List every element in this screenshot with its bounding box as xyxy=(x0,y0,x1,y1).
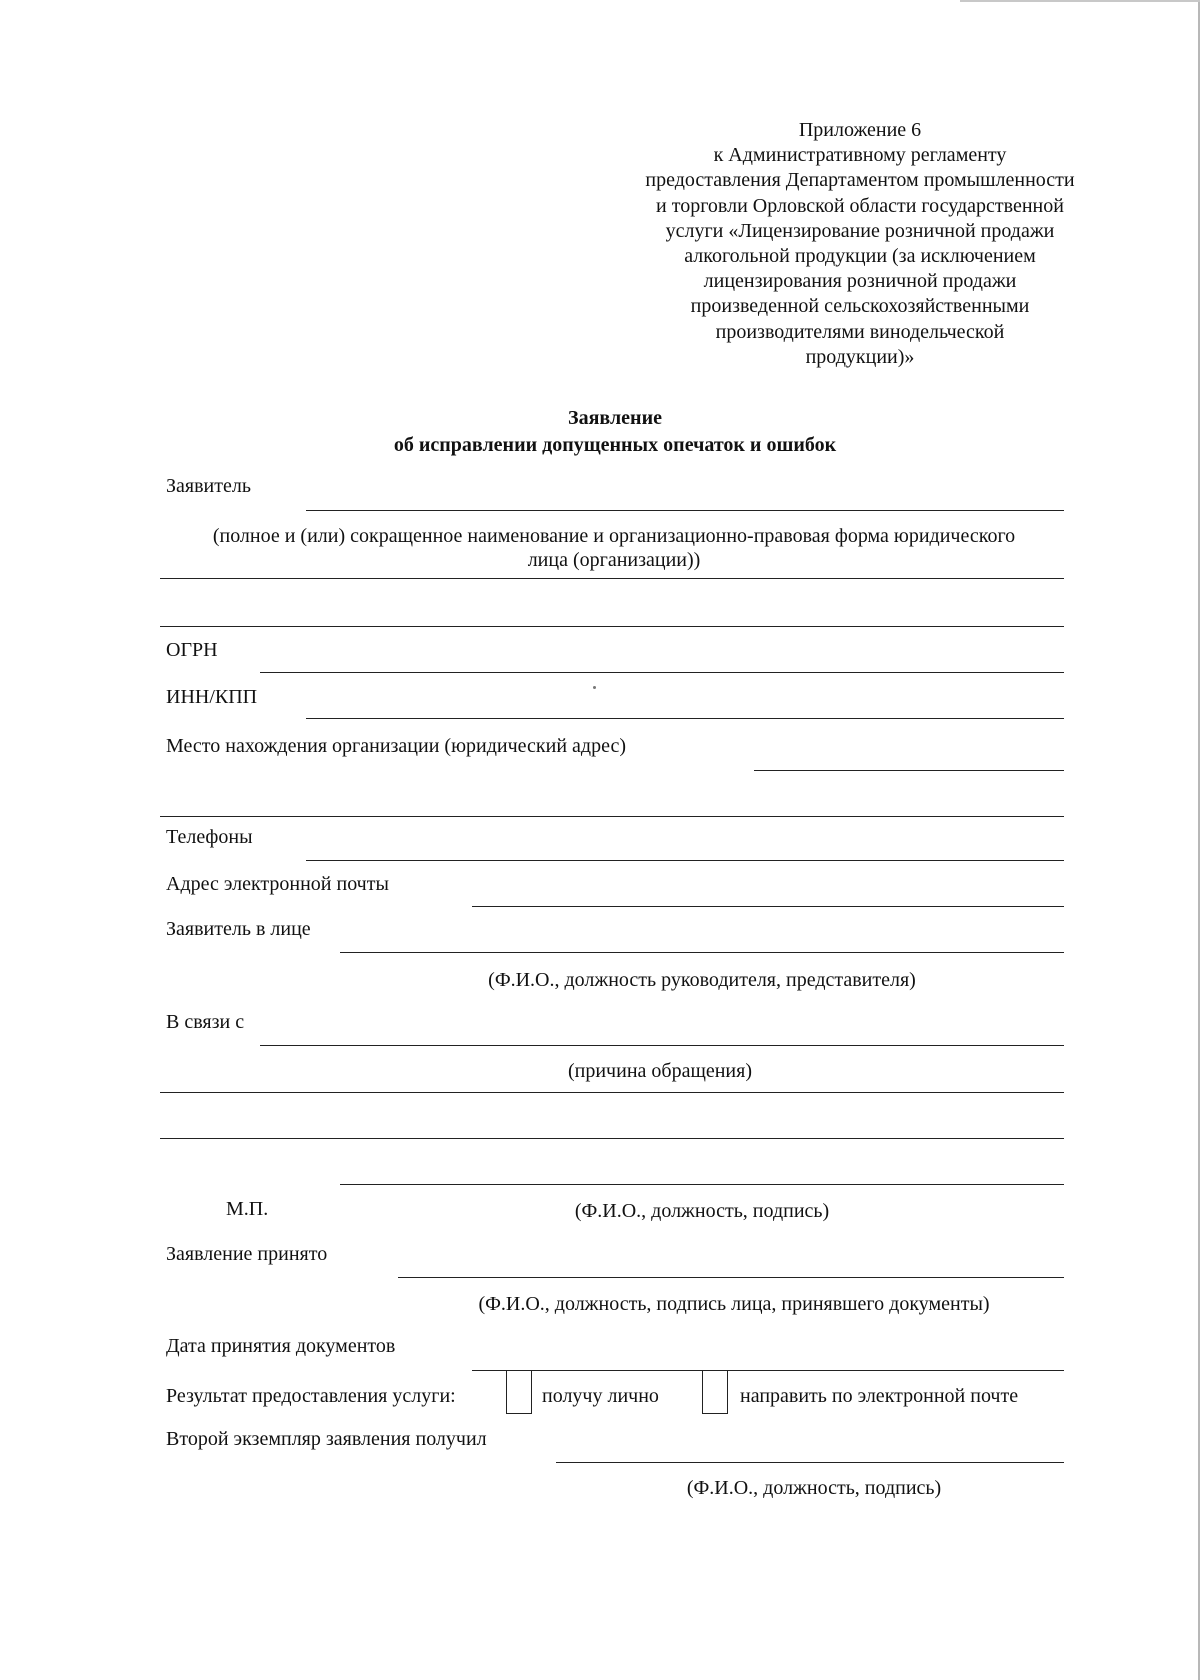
scan-speck xyxy=(593,686,596,689)
email-delivery-option-label: направить по электронной почте xyxy=(740,1385,1019,1407)
signature-caption: (Ф.И.О., должность, подпись) xyxy=(574,1200,830,1222)
appendix-line: произведенной сельскохозяйственными xyxy=(690,295,1030,318)
phones-label: Телефоны xyxy=(166,826,253,848)
applicant-caption-line2: лица (организации)) xyxy=(527,549,701,571)
appendix-line: лицензирования розничной продажи xyxy=(703,270,1017,293)
reason-field-line-3[interactable] xyxy=(160,1138,1064,1139)
applicant-field-line-2[interactable] xyxy=(160,578,1064,579)
applicant-field-line-3[interactable] xyxy=(160,626,1064,627)
represented-by-label: Заявитель в лице xyxy=(166,918,311,940)
ogrn-label: ОГРН xyxy=(166,639,218,661)
address-label: Место нахождения организации (юридический адрес) xyxy=(166,735,626,757)
inn-kpp-label: ИНН/КПП xyxy=(166,686,258,708)
in-person-checkbox[interactable] xyxy=(506,1370,532,1414)
second-copy-caption: (Ф.И.О., должность, подпись) xyxy=(686,1477,942,1499)
result-label: Результат предоставления услуги: xyxy=(166,1385,456,1407)
stamp-label: М.П. xyxy=(226,1198,269,1220)
document-title: Заявление xyxy=(568,407,662,429)
appendix-line: алкогольной продукции (за исключением xyxy=(684,245,1036,268)
applicant-field-line[interactable] xyxy=(306,510,1064,511)
second-copy-label: Второй экземпляр заявления получил xyxy=(166,1428,487,1450)
appendix-line: производителями винодельческой xyxy=(715,320,1005,343)
email-label: Адрес электронной почты xyxy=(166,873,389,895)
document-subtitle: об исправлении допущенных опечаток и ошибок xyxy=(393,434,837,456)
reason-field-line-2[interactable] xyxy=(160,1092,1064,1093)
reason-field-line[interactable] xyxy=(260,1045,1064,1046)
appendix-line: и торговли Орловской области государственной xyxy=(656,194,1064,217)
applicant-label: Заявитель xyxy=(166,475,251,497)
phones-field-line[interactable] xyxy=(306,860,1064,861)
appendix-line: услуги «Лицензирование розничной продажи xyxy=(665,219,1055,242)
accepted-field-line[interactable] xyxy=(398,1277,1064,1278)
scan-top-edge xyxy=(960,0,1200,2)
ogrn-field-line[interactable] xyxy=(260,672,1064,673)
address-field-line-2[interactable] xyxy=(160,816,1064,817)
appendix-header xyxy=(620,118,1100,370)
represented-by-field-line[interactable] xyxy=(340,952,1064,953)
reason-label: В связи с xyxy=(166,1011,245,1033)
accepted-caption: (Ф.И.О., должность, подпись лица, принявшего документы) xyxy=(478,1293,990,1315)
signature-field-line[interactable] xyxy=(340,1184,1064,1185)
email-delivery-checkbox[interactable] xyxy=(702,1370,728,1414)
inn-kpp-field-line[interactable] xyxy=(306,718,1064,719)
acceptance-date-label: Дата принятия документов xyxy=(166,1335,396,1357)
email-field-line[interactable] xyxy=(472,906,1064,907)
appendix-line: предоставления Департаментом промышленности xyxy=(645,169,1075,192)
appendix-line: Приложение 6 xyxy=(798,119,922,141)
appendix-line: к Административному регламенту xyxy=(713,144,1007,167)
second-copy-field-line[interactable] xyxy=(556,1462,1064,1463)
reason-caption: (причина обращения) xyxy=(567,1060,752,1082)
applicant-caption-line1: (полное и (или) сокращенное наименование и организационно-правовая форма юридического xyxy=(212,525,1016,547)
represented-by-caption: (Ф.И.О., должность руководителя, представителя) xyxy=(488,969,916,991)
address-field-line[interactable] xyxy=(754,770,1064,771)
in-person-option-label: получу лично xyxy=(542,1385,659,1407)
acceptance-date-field-line[interactable] xyxy=(472,1370,1064,1371)
appendix-line: продукции)» xyxy=(805,345,915,368)
accepted-label: Заявление принято xyxy=(166,1243,328,1265)
